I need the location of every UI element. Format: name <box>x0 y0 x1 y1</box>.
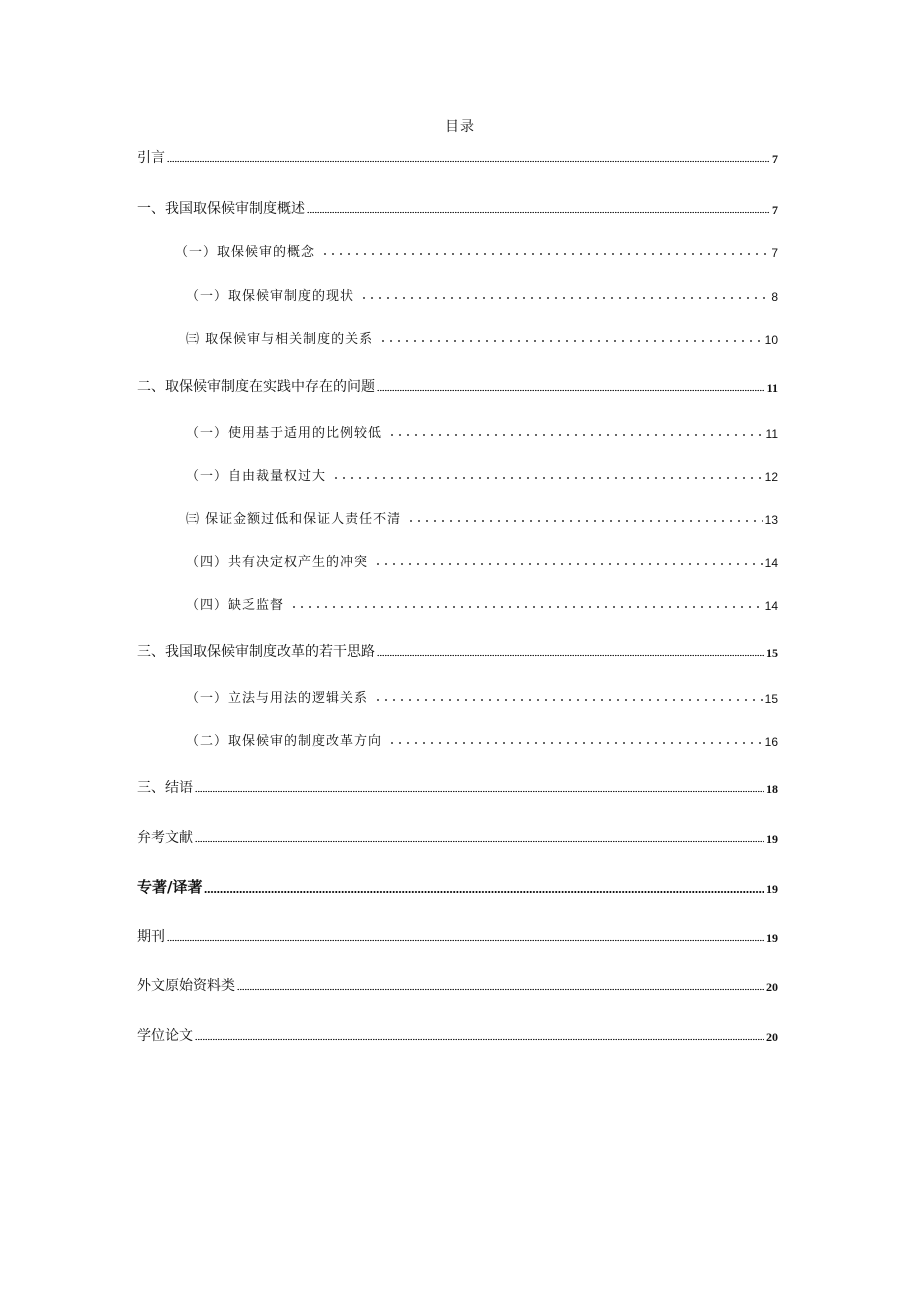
dot-leader <box>195 790 764 793</box>
toc-entry-journals[interactable] <box>137 926 778 946</box>
toc-entry-label: （一）立法与用法的逻辑关系 <box>186 691 369 706</box>
toc-entry-label: ㈢ 保证金额过低和保证人责任不清 <box>186 512 402 527</box>
dot-leader <box>290 605 763 609</box>
dot-leader <box>307 211 770 214</box>
toc-entry-section-2-2[interactable] <box>186 465 778 484</box>
toc-page-number: 11 <box>765 427 778 441</box>
toc-entry-label: （一）取保候审制度的现状 <box>186 289 355 304</box>
toc-page-number: 19 <box>766 832 778 846</box>
dot-leader <box>388 433 764 437</box>
toc-page-number: 16 <box>764 735 778 749</box>
dot-leader <box>379 339 763 343</box>
toc-entry-introduction[interactable] <box>137 147 778 167</box>
toc-page-number: 7 <box>772 203 778 217</box>
toc-entry-monographs[interactable] <box>137 876 778 897</box>
toc-entry-label: （四）缺乏监督 <box>186 598 285 613</box>
dot-leader <box>237 988 764 991</box>
toc-entry-label: （一）使用基于适用的比例较低 <box>186 426 383 441</box>
dot-leader <box>374 698 763 702</box>
toc-entry-label: 学位论文 <box>137 1028 193 1044</box>
toc-entry-label: 一、我国取保候审制度概述 <box>137 201 305 217</box>
toc-entry-chapter-3[interactable] <box>137 641 778 661</box>
toc-page-number: 7 <box>771 246 778 260</box>
dot-leader <box>377 389 765 392</box>
toc-entry-theses[interactable] <box>137 1025 778 1045</box>
dot-leader <box>407 519 763 523</box>
toc-page-number: 15 <box>764 692 778 706</box>
toc-entry-label: 三、我国取保候审制度改革的若干思路 <box>137 644 375 660</box>
toc-entry-chapter-2[interactable] <box>137 376 778 396</box>
toc-entry-foreign-sources[interactable] <box>137 975 778 995</box>
dot-leader <box>388 741 763 745</box>
dot-leader <box>321 252 769 256</box>
toc-entry-section-3-1[interactable] <box>186 687 778 706</box>
toc-page-number: 20 <box>766 980 778 994</box>
toc-page-number: 18 <box>766 782 778 796</box>
toc-entry-section-2-3[interactable] <box>186 508 778 527</box>
toc-entry-section-1-1[interactable] <box>175 241 778 260</box>
toc-page-number: 19 <box>766 931 778 945</box>
toc-entry-section-1-3[interactable] <box>186 328 778 347</box>
toc-entry-label: 期刊 <box>137 929 165 945</box>
toc-entry-section-1-2[interactable] <box>186 285 778 304</box>
toc-entry-section-2-5[interactable] <box>186 594 778 613</box>
dot-leader <box>374 562 763 566</box>
dot-leader <box>332 476 763 480</box>
toc-title: 目录 <box>445 119 475 135</box>
toc-entry-section-2-1[interactable] <box>186 422 778 441</box>
toc-entry-label: 外文原始资料类 <box>137 978 235 994</box>
dot-leader <box>204 890 764 894</box>
toc-page-number: 19 <box>766 882 778 896</box>
toc-entry-label: 弁考文献 <box>137 830 193 846</box>
toc-page-number: 10 <box>764 333 778 347</box>
toc-entry-chapter-1[interactable] <box>137 198 778 218</box>
toc-entry-label: （一）取保候审的概念 <box>175 245 316 260</box>
toc-entry-label: 专著/译著 <box>137 878 203 896</box>
toc-entry-label: 引言 <box>137 150 165 166</box>
toc-page-number: 14 <box>764 556 778 570</box>
toc-entry-label: （二）取保候审的制度改革方向 <box>186 734 383 749</box>
toc-entry-section-3-2[interactable] <box>186 730 778 749</box>
dot-leader <box>377 654 764 657</box>
toc-page-number: 14 <box>764 599 778 613</box>
toc-page-number: 11 <box>766 381 778 395</box>
dot-leader <box>360 296 769 300</box>
toc-entry-label: 二、取保候审制度在实践中存在的问题 <box>137 379 375 395</box>
dot-leader <box>167 939 764 942</box>
dot-leader <box>167 160 770 163</box>
toc-entry-label: （四）共有决定权产生的冲突 <box>186 555 369 570</box>
toc-entry-references[interactable] <box>137 827 778 847</box>
toc-page-number: 20 <box>766 1030 778 1044</box>
toc-entry-label: ㈢ 取保候审与相关制度的关系 <box>186 332 374 347</box>
toc-page-number: 12 <box>764 470 778 484</box>
dot-leader <box>195 840 764 843</box>
dot-leader <box>195 1038 764 1041</box>
toc-entry-label: （一）自由裁量权过大 <box>186 469 327 484</box>
toc-page-number: 7 <box>772 152 778 166</box>
toc-page-number: 13 <box>764 513 778 527</box>
toc-page-number: 15 <box>766 646 778 660</box>
toc-page-number: 8 <box>771 290 778 304</box>
toc-entry-conclusion[interactable] <box>137 777 778 797</box>
toc-entry-label: 三、结语 <box>137 780 193 796</box>
toc-entry-section-2-4[interactable] <box>186 551 778 570</box>
